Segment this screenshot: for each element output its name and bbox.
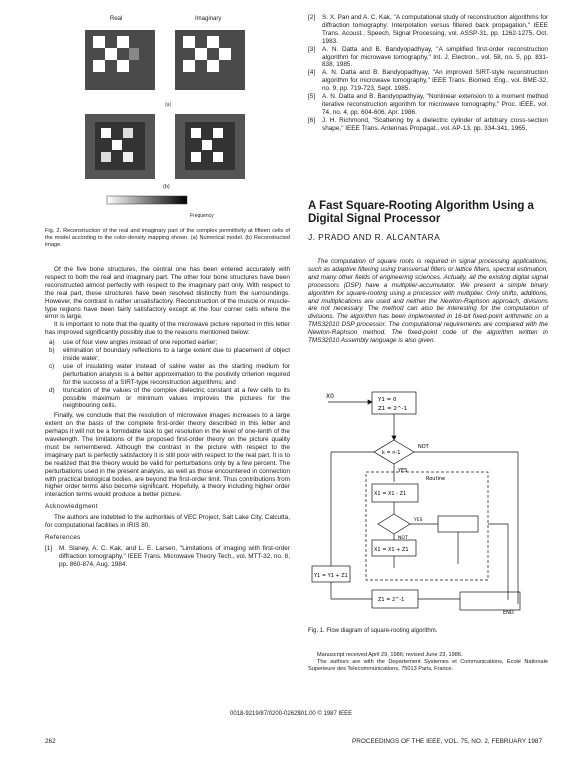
figure-axis-label: Frequency (190, 213, 214, 219)
figure-label-real: Real (110, 16, 123, 22)
flowchart-caption: Fig. 1. Flow diagram of square-rooting algorithm. (308, 628, 438, 634)
figure-panel-a (45, 24, 290, 184)
reference-item: [4] A. N. Datta and B. Bandyopadhyay, "An improved SIRT-style reconstruction algorithm for microwave tomography," IEEE Trans. Biomed. Eng., vol. BME-32, no. 9, pp. 719-723, Sept. 1985. (308, 69, 548, 93)
reference-item: [2] S. X. Pan and A. C. Kak, "A computational study of reconstruction algorithms for diffraction tomography: Interpolation versus filtered back propagation," IEEE Trans. Acoust., Speech, Signal Processing, vol. ASSP-31, pp. 1262-1275, Oct. 1983. (308, 14, 548, 45)
flow-box-bottom-left: Y1 = Y1 + Z1 (314, 573, 348, 579)
reference-item: [5] A. N. Datta and B. Bandyopadhyay, "Nonlinear extension to a moment method iterative reconstruction algorithm for microwave tomography," Proc. IEEE, vol. 74, no. 4, pp. 604-606, Apr. 1986. (308, 93, 548, 116)
references-heading: References (45, 534, 81, 541)
abstract-text: The computation of square roots is required in signal processing applications, such as adaptive filtering using transversal filters or lattice filters, spectral estimation, and many other fields of engineering sciences. Actually, all the existing digital signal processors (DSP) have a multiplier-accumulator. We present a simple binary algorithm for square-rooting using a processor with multiplier. Only shifts, additions, and multiplications are used and neither the Newton-Raphson approach, divisions are not necessary. The method can also be interesting for the computation of divisions. The algorithm has been implemented in 16-bit fixed-point arithmetic on a TMS32010 DSP processor. The computational requirements are compared with the Newton-Raphson method. The fixed-point code of the algorithm written in TMS32010 Assembly language is also given. (308, 258, 548, 345)
manuscript-note: Manuscript received April 29, 1986; revised June 23, 1986. The authors are with the Departement Systemes et Communications, Ecole Nationale Superieure des Telecommunications, 75013 Paris, France. (308, 652, 548, 672)
figure-2-caption: Fig. 2. Reconstruction of the real and imaginary part of the complex permittivity at fifteen cells of the model according to the color-density mapping shown. (a) Numerical model. (b) Reconstructed image. (45, 228, 290, 248)
journal-footer: PROCEEDINGS OF THE IEEE, VOL. 75, NO. 2, FEBRUARY 1987 (352, 738, 543, 745)
acknowledgment-heading: Acknowledgment (45, 503, 98, 511)
article-title: A Fast Square-Rooting Algorithm Using a Digital Signal Processor (308, 200, 534, 225)
flow-box-bottom-right: Z1 = 2^-1 (378, 597, 405, 603)
flow-box-left: X1 = X1 + Z1 (374, 547, 409, 553)
reference-item: [3] A. N. Datta and B. Bandyopadhyay, "A simplified first-order reconstruction algorithm for microwave tomography," Int. J. Electron., vol. 58, no. 5, pp. 831-838, 1985. (308, 45, 548, 69)
flow-routine-label: Routine (426, 476, 446, 482)
flow-init-2: Z1 = 2^-1 (378, 406, 407, 412)
list-item: c) use of insulating water instead of saline water as the starting medium for perturbation analysis is a better approximation to the positivity criterion required for the success of a SIRT-type reconstruction algorithms; and (49, 362, 290, 386)
article-header (308, 200, 548, 242)
flow-decision: k = n-1 (382, 450, 401, 456)
flow-not2: NOT (398, 536, 408, 541)
reference-item: [6] J. H. Richmond, "Scattering by a dielectric cylinder of arbitrary cross-section shape," IEEE Trans. Antennas Propagat., vol. AP-13, pp. 334-341, 1965. (308, 116, 548, 132)
flow-not-label: NOT (418, 444, 429, 450)
body-paragraph: Of the five bone structures, the central one has been entered accurately with respect to both the real and imaginary part. The other four bone structures have been reconstructed almost perfectly with respect to the imaginary part only. With respect to the real part, these structures have been resolved distinctly from the surroundings. However, the contrast is rather unsatisfactory. Reconstruction of the muscle or muscle-type regions have been fairly satisfactory except at the four corner cells where the error is large. (45, 266, 290, 321)
list-item: a) use of four view angles instead of one reported earlier; (49, 339, 218, 347)
body-paragraph: Finally, we conclude that the resolution of microwave images increases to a large extent on the basis of the complete first-order theory described in this letter and perhaps it will not be a formidable task to get resolution in the level of one-tenth of the wavelength. The limitations of the proposed first-order theory on the picture quality must be remembered. Although the contrast in the picture with respect to the imaginary part is perfectly satisfactory it is still poor with respect to the real part. It is to be realized that the theory would be valid for perturbations only by a few percent. The perturbations used in the present analysis, as well as those encountered in connection with practical biological bodies, are beyond the first-order limit. Thus contributions from higher order terms also become significant. Hopefully, a theory including higher order interaction terms would produce a better picture. (45, 412, 290, 499)
left-body (45, 266, 290, 569)
right-references (308, 14, 548, 133)
figure-label-b: (b) (163, 184, 170, 190)
list-item: d) truncation of the values of the complex dielectric constant at a few cells to its possible maximum or minimum values improves the pictures for the neighbouring cells. (49, 386, 290, 410)
figure-2 (45, 8, 290, 226)
body-paragraph: It is important to note that the quality of the microwave picture reported in this letter has improved significantly possibly due to the reasons mentioned below: (45, 321, 290, 337)
flow-x0-label: X0 (326, 393, 334, 400)
doi-line: 0018-9219/87/0200-0262$01.00 © 1987 IEEE (230, 711, 353, 717)
flowchart (308, 364, 548, 624)
flow-yes2: YES (414, 518, 423, 523)
article-authors: J. PRADO AND R. ALCANTARA (308, 232, 441, 242)
flow-end-label: END (503, 610, 514, 616)
svg-text:(a): (a) (165, 102, 172, 108)
color-density-scale (45, 194, 290, 210)
reference-item: [1] M. Slaney, A. C. Kak, and L. E. Larsen, "Limitations of imaging with first-order diffraction tomography," IEEE Trans. Microwave Theory Tech., vol. MTT-32, no. 8, pp. 860-874, Aug. 1984. (45, 544, 290, 568)
figure-label-imaginary: Imaginary (195, 16, 222, 22)
flow-init-1: Y1 = 0 (378, 397, 397, 403)
flow-box-mid: X1 = X1 - Z1 (374, 491, 407, 497)
article-abstract (308, 258, 548, 345)
list-item: b) elimination of boundary reflections to a large extent due to placement of object inside water; (49, 347, 290, 362)
flow-yes-label: YES (398, 468, 408, 474)
acknowledgment-text: The authors are indebted to the authorities of VEC Project, Salt Lake City, Calcutta, for computational facilities in IRIS 80. (45, 514, 290, 530)
page-number: 262 (45, 738, 56, 745)
